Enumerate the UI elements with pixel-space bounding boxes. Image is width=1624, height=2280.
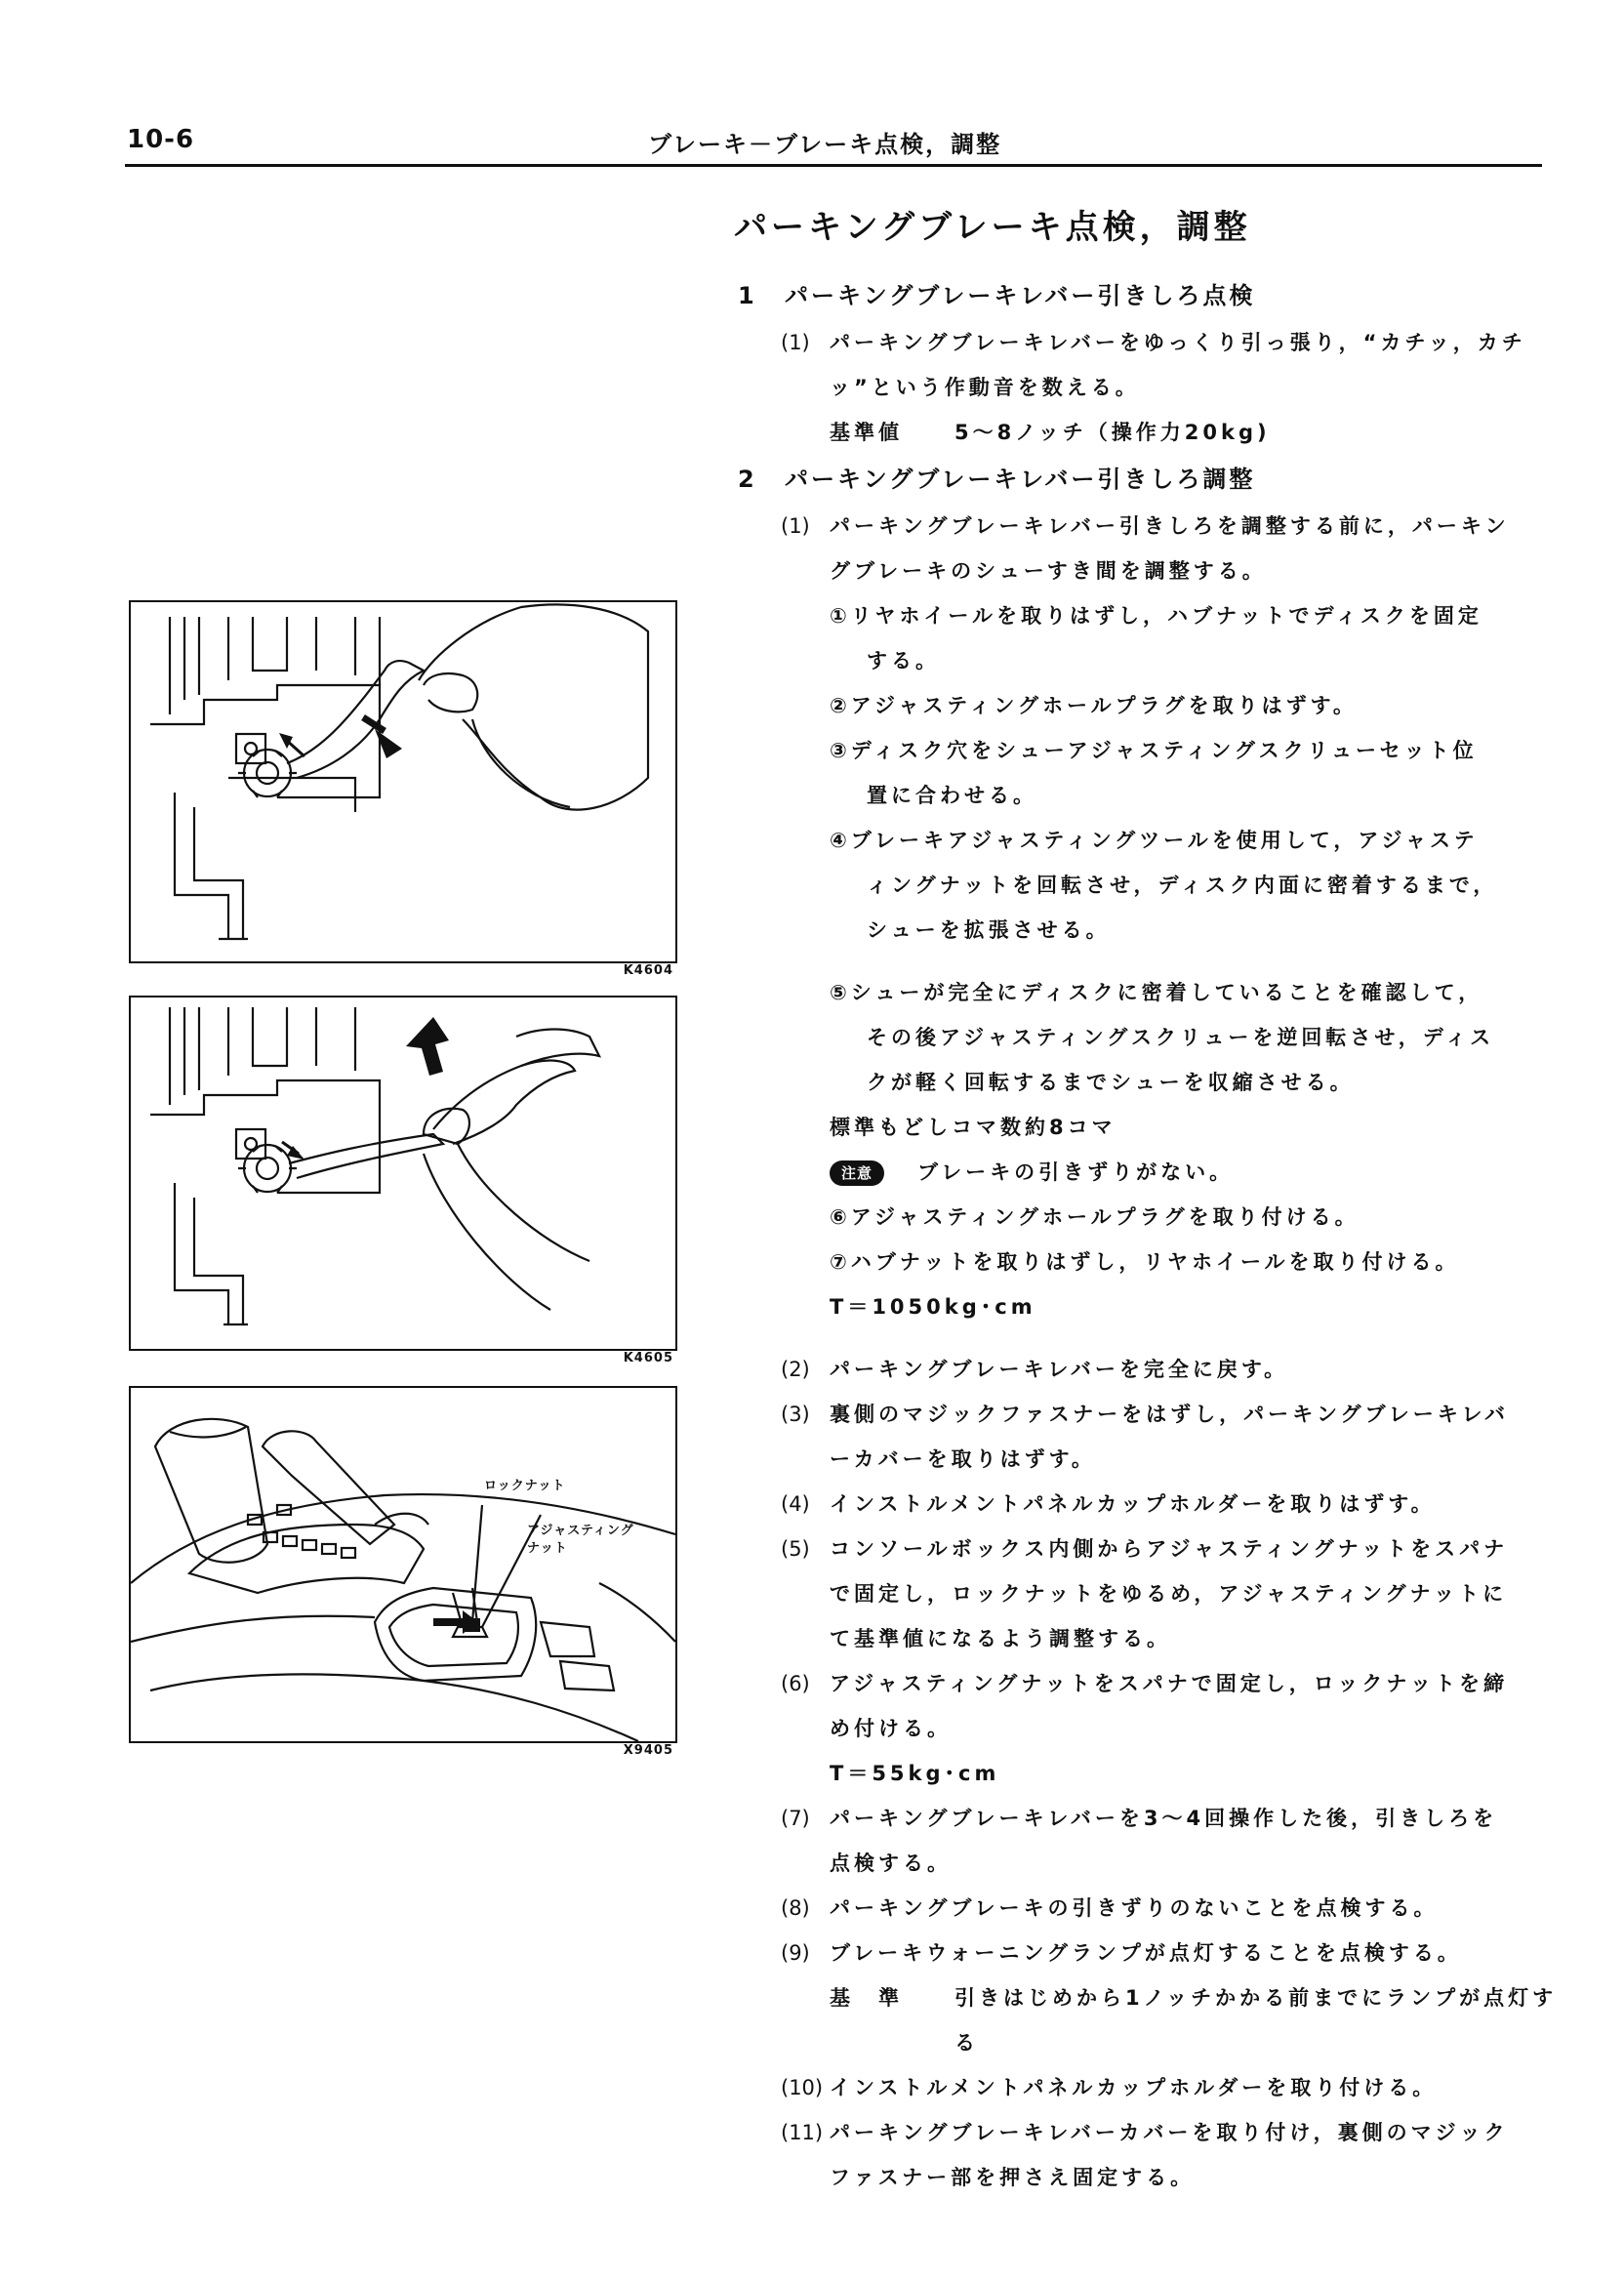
section-1-heading	[734, 271, 1544, 320]
step-number: (5)	[781, 1537, 810, 1561]
step-2-10	[734, 2065, 1544, 2110]
label-adjusting-nut-line1: アジャスティング	[527, 1524, 634, 1538]
page-number: 10-6	[127, 125, 195, 154]
section-number: 1	[738, 282, 757, 309]
caution-badge: 注意	[830, 1160, 884, 1186]
caution-note	[734, 1150, 1544, 1195]
label-adjusting-nut-line2: ナット	[527, 1541, 568, 1556]
step-number: (1)	[781, 331, 810, 354]
brake-adjust-illustration-1	[131, 602, 675, 961]
spec-value: 引きはじめから1ノッチかかる前までにランプが点灯す	[954, 1986, 1558, 2010]
torque-spec: T＝1050kg･cm	[830, 1295, 1036, 1319]
step-2-6	[734, 1661, 1544, 1706]
spec-label: 基準値	[830, 421, 903, 444]
label-lock-nut: ロックナット	[484, 1479, 566, 1493]
spec-label: 基 準	[830, 1986, 903, 2010]
step-number: (9)	[781, 1941, 810, 1965]
section-number: 2	[738, 466, 757, 493]
spec-standard-value	[734, 410, 1544, 455]
step-text-continued: ッ”という作動音を数える。	[830, 376, 1140, 399]
step-2-1	[734, 504, 1544, 549]
step-number: (10)	[781, 2076, 824, 2099]
figure-k4605	[129, 996, 677, 1351]
figure-x9405	[129, 1386, 677, 1743]
figure-k4604	[129, 600, 677, 963]
step-text: 裏側のマジックファスナーをはずし，パーキングブレーキレバ	[830, 1403, 1510, 1426]
figure-code: K4604	[623, 963, 673, 978]
step-2-5	[734, 1527, 1544, 1571]
step-text: コンソールボックス内側からアジャスティングナットをスパナ	[830, 1537, 1509, 1561]
substep-7: ⑦ハブナットを取りはずし，リヤホイールを取り付ける。	[830, 1250, 1460, 1274]
torque-spec: T＝55kg･cm	[830, 1762, 1000, 1785]
figure-code: K4605	[623, 1351, 673, 1365]
substep-3-continued: 置に合わせる。	[867, 784, 1037, 807]
section-heading-text: パーキングブレーキレバー引きしろ調整	[785, 466, 1256, 493]
spec-value: 5～8ノッチ（操作力20kg)	[954, 421, 1271, 444]
step-2-8	[734, 1886, 1544, 1931]
substep-5-continued: その後アジャスティングスクリューを逆回転させ，ディス	[867, 1026, 1495, 1049]
step-2-4	[734, 1482, 1544, 1527]
step-2-7	[734, 1796, 1544, 1841]
step-2-3	[734, 1392, 1544, 1437]
header-rule	[125, 164, 1542, 167]
step-text: ブレーキウォーニングランプが点灯することを点検する。	[830, 1941, 1462, 1965]
substep-1: ①リヤホイールを取りはずし，ハブナットでディスクを固定	[830, 604, 1482, 628]
step-2-9	[734, 1931, 1544, 1975]
step-number: (8)	[781, 1896, 810, 1920]
substep-5-continued: クが軽く回転するまでシューを収縮させる。	[867, 1071, 1355, 1094]
step-text-continued: て基準値になるよう調整する。	[830, 1627, 1171, 1650]
caution-text: ブレーキの引きずりがない。	[917, 1160, 1235, 1184]
procedure-text	[734, 271, 1558, 2200]
step-text-continued: 点検する。	[830, 1852, 952, 1875]
substep-6: ⑥アジャスティングホールプラグを取り付ける。	[830, 1205, 1360, 1229]
step-number: (1)	[781, 514, 810, 538]
console-adjusting-nut-illustration	[131, 1388, 675, 1741]
step-text: パーキングブレーキレバーを完全に戻す。	[830, 1358, 1289, 1381]
step-number: (7)	[781, 1807, 810, 1830]
step-2-11	[734, 2110, 1544, 2155]
substep-2: ②アジャスティングホールプラグを取りはずす。	[830, 694, 1358, 717]
step-1-1	[734, 320, 1544, 365]
step-number: (11)	[781, 2121, 824, 2144]
section-heading-text: パーキングブレーキレバー引きしろ点検	[785, 282, 1256, 309]
step-text-continued: で固定し，ロックナットをゆるめ，アジャスティングナットに	[830, 1582, 1508, 1606]
step-text: パーキングブレーキの引きずりのないことを点検する。	[830, 1896, 1439, 1920]
running-title: ブレーキ－ブレーキ点検，調整	[648, 131, 1002, 158]
section-2-heading	[734, 455, 1544, 504]
step-text: アジャスティングナットをスパナで固定し，ロックナットを締	[830, 1672, 1508, 1695]
spec-return-count	[734, 1105, 1544, 1150]
step-text-continued: ーカバーを取りはずす。	[830, 1447, 1096, 1471]
spec-warning-lamp	[734, 1975, 1558, 2020]
step-text-continued: グブレーキのシューすき間を調整する。	[830, 559, 1267, 583]
brake-adjust-illustration-2	[131, 998, 675, 1349]
step-number: (3)	[781, 1403, 810, 1426]
step-text: インストルメントパネルカップホルダーを取り付ける。	[830, 2076, 1438, 2099]
step-number: (6)	[781, 1672, 810, 1695]
substep-4: ④ブレーキアジャスティングツールを使用して，アジャステ	[830, 829, 1479, 852]
step-text-continued: ファスナー部を押さえ固定する。	[830, 2166, 1196, 2189]
step-text: パーキングブレーキレバーを3～4回操作した後，引きしろを	[830, 1807, 1498, 1830]
substep-4-continued: シューを拡張させる。	[867, 918, 1111, 942]
spec-value-continued: る	[954, 2031, 979, 2055]
figure-code: X9405	[623, 1743, 673, 1758]
spec-label: 標準もどしコマ数	[830, 1116, 1025, 1139]
step-number: (2)	[781, 1358, 810, 1381]
substep-5: ⑤シューが完全にディスクに密着していることを確認して，	[830, 981, 1483, 1004]
step-number: (4)	[781, 1492, 810, 1516]
spec-value: 約8コマ	[1025, 1116, 1116, 1139]
step-text: パーキングブレーキレバー引きしろを調整する前に，パーキン	[830, 514, 1510, 538]
substep-1-continued: する。	[867, 649, 940, 672]
page-title: パーキングブレーキ点検，調整	[734, 208, 1251, 247]
step-text: インストルメントパネルカップホルダーを取りはずす。	[830, 1492, 1436, 1516]
substep-3: ③ディスク穴をシューアジャスティングスクリューセット位	[830, 739, 1478, 762]
step-text: パーキングブレーキレバーをゆっくり引っ張り，“カチッ，カチ	[830, 331, 1526, 354]
step-2-2	[734, 1347, 1544, 1392]
step-text: パーキングブレーキレバーカバーを取り付け，裏側のマジック	[830, 2121, 1509, 2144]
substep-4-continued: ィングナットを回転させ，ディスク内面に密着するまで，	[867, 874, 1498, 897]
step-text-continued: め付ける。	[830, 1717, 952, 1740]
